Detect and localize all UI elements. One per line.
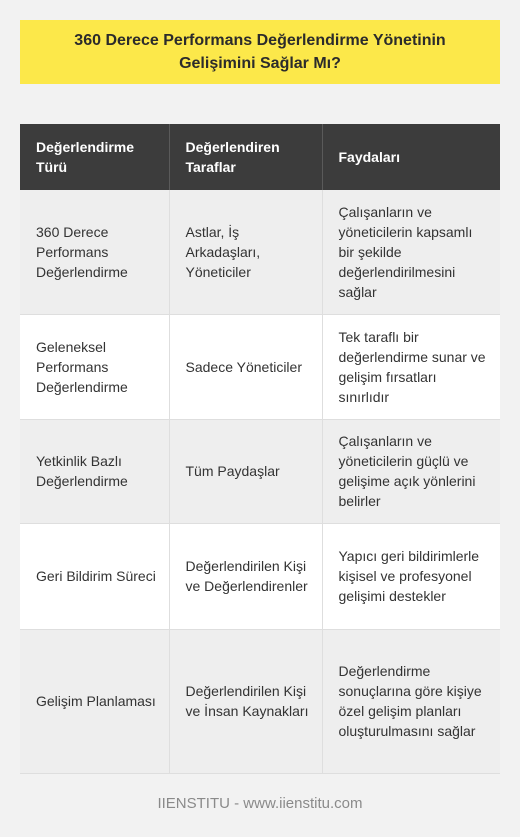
- table-row: [20, 629, 500, 773]
- cell-evaluators: Tüm Paydaşlar: [169, 419, 322, 523]
- comparison-table-wrapper: [20, 124, 500, 774]
- cell-evaluation-type: Geleneksel Performans Değerlendirme: [20, 314, 169, 419]
- table-row: [20, 523, 500, 629]
- footer-credit: IIENSTITU - www.iienstitu.com: [157, 795, 363, 812]
- cell-evaluators: Sadece Yöneticiler: [169, 314, 322, 419]
- table-row: [20, 314, 500, 419]
- table-header-row: [20, 124, 500, 190]
- header-evaluators: Değerlendiren Taraflar: [169, 124, 322, 190]
- cell-benefits: Değerlendirme sonuçlarına göre kişiye özel gelişim planları oluşturulmasını sağlar: [322, 629, 500, 773]
- cell-evaluators: Değerlendirilen Kişi ve İnsan Kaynakları: [169, 629, 322, 773]
- cell-benefits: Çalışanların ve yöneticilerin güçlü ve gelişime açık yönlerini belirler: [322, 419, 500, 523]
- cell-evaluation-type: 360 Derece Performans Değerlendirme: [20, 190, 169, 314]
- table-row: [20, 190, 500, 314]
- cell-evaluation-type: Gelişim Planlaması: [20, 629, 169, 773]
- comparison-table: [20, 124, 500, 774]
- cell-evaluation-type: Geri Bildirim Süreci: [20, 523, 169, 629]
- cell-benefits: Yapıcı geri bildirimlerle kişisel ve profesyonel gelişimi destekler: [322, 523, 500, 629]
- cell-evaluators: Değerlendirilen Kişi ve Değerlendirenler: [169, 523, 322, 629]
- title-banner: [20, 20, 500, 84]
- cell-benefits: Çalışanların ve yöneticilerin kapsamlı bir şekilde değerlendirilmesini sağlar: [322, 190, 500, 314]
- table-row: [20, 419, 500, 523]
- page-title: 360 Derece Performans Değerlendirme Yönetinin Gelişimini Sağlar Mı?: [74, 32, 446, 72]
- cell-evaluation-type: Yetkinlik Bazlı Değerlendirme: [20, 419, 169, 523]
- header-evaluation-type: Değerlendirme Türü: [20, 124, 169, 190]
- cell-benefits: Tek taraflı bir değerlendirme sunar ve gelişim fırsatları sınırlıdır: [322, 314, 500, 419]
- header-benefits: Faydaları: [322, 124, 500, 190]
- cell-evaluators: Astlar, İş Arkadaşları, Yöneticiler: [169, 190, 322, 314]
